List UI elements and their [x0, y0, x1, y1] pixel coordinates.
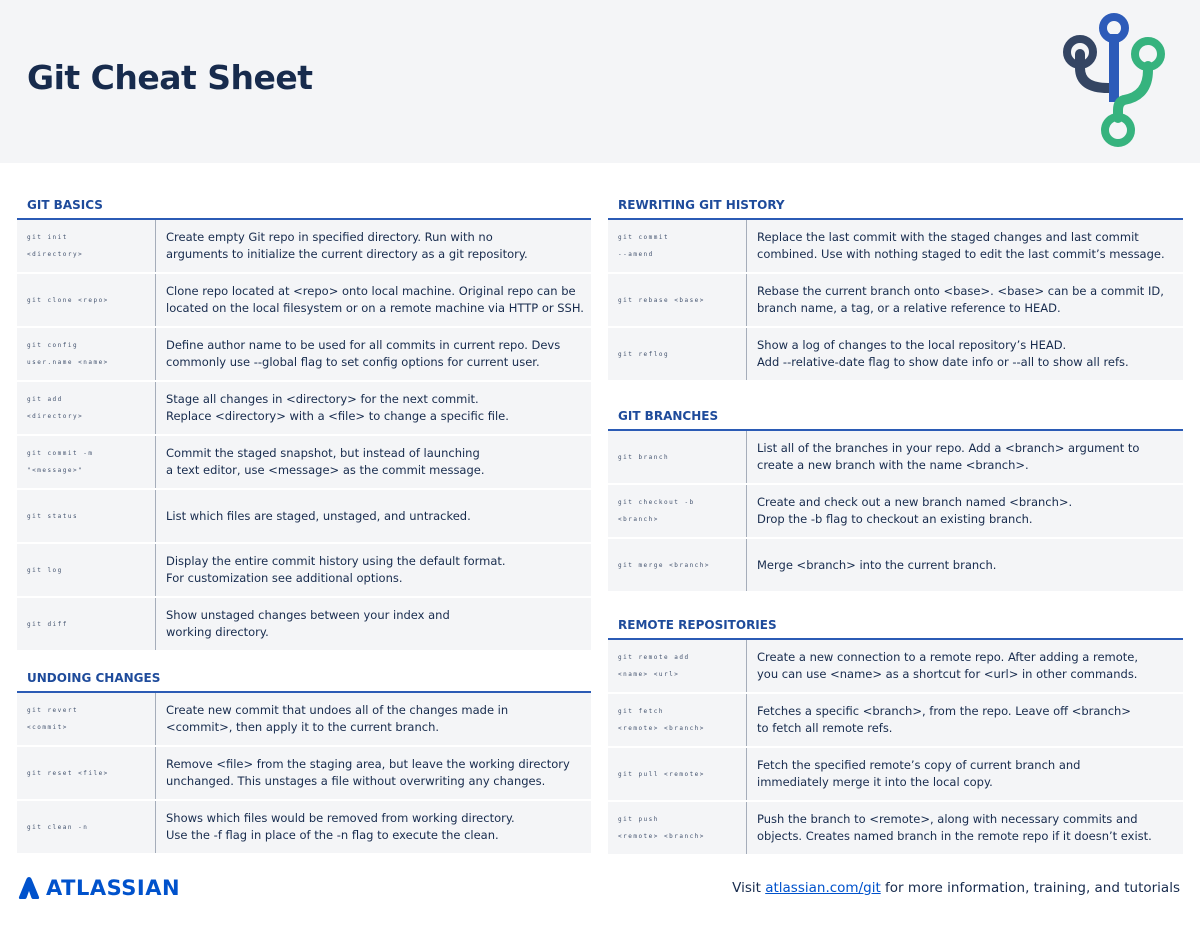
- command-cell: git pull <remote>: [608, 748, 747, 800]
- rewriting-history-heading: REWRITING GIT HISTORY: [608, 198, 1183, 220]
- footer-visit-prefix: Visit: [732, 880, 766, 896]
- command-cell: git reset <file>: [17, 747, 156, 799]
- command-cell: git commit --amend: [608, 220, 747, 272]
- table-row: [608, 328, 1183, 382]
- command-cell: git init <directory>: [17, 220, 156, 272]
- table-row: [17, 544, 591, 598]
- git-branches-heading: GIT BRANCHES: [608, 409, 1183, 431]
- table-row: [608, 274, 1183, 328]
- undoing-changes-heading: UNDOING CHANGES: [17, 671, 591, 693]
- table-row: [17, 747, 591, 801]
- command-cell: git push <remote> <branch>: [608, 802, 747, 854]
- remote-repositories-table: [608, 640, 1183, 856]
- command-cell: git clone <repo>: [17, 274, 156, 326]
- description-cell: Display the entire commit history using the default format. For customization see additional options.: [156, 544, 591, 596]
- command-cell: git checkout -b <branch>: [608, 485, 747, 537]
- command-cell: git reflog: [608, 328, 747, 380]
- description-cell: List which files are staged, unstaged, and untracked.: [156, 490, 591, 542]
- command-cell: git merge <branch>: [608, 539, 747, 591]
- table-row: [17, 436, 591, 490]
- description-cell: Push the branch to <remote>, along with necessary commits and objects. Creates named branch in the remote repo if it doesn’t exist.: [747, 802, 1183, 854]
- table-row: [17, 598, 591, 652]
- description-cell: Create and check out a new branch named <branch>. Drop the -b flag to checkout an existing branch.: [747, 485, 1183, 537]
- description-cell: Define author name to be used for all commits in current repo. Devs commonly use --global flag to set config options for current user.: [156, 328, 591, 380]
- atlassian-logo: [18, 876, 180, 900]
- atlassian-git-link[interactable]: atlassian.com/git: [765, 880, 881, 896]
- command-cell: git branch: [608, 431, 747, 483]
- command-cell: git revert <commit>: [17, 693, 156, 745]
- table-row: [608, 431, 1183, 485]
- description-cell: Create a new connection to a remote repo. After adding a remote, you can use <name> as a shortcut for <url> in other commands.: [747, 640, 1183, 692]
- rewriting-history-table: [608, 220, 1183, 382]
- table-row: [17, 328, 591, 382]
- command-cell: git fetch <remote> <branch>: [608, 694, 747, 746]
- table-row: [17, 382, 591, 436]
- header: [0, 0, 1200, 163]
- description-cell: Show a log of changes to the local repository’s HEAD. Add --relative-date flag to show date info or --all to show all refs.: [747, 328, 1183, 380]
- description-cell: Create empty Git repo in specified directory. Run with no arguments to initialize the current directory as a git repository.: [156, 220, 591, 272]
- atlassian-wordmark: ATLASSIAN: [46, 876, 181, 900]
- description-cell: Shows which files would be removed from working directory. Use the -f flag in place of the -n flag to execute the clean.: [156, 801, 591, 853]
- description-cell: Stage all changes in <directory> for the next commit. Replace <directory> with a <file> to change a specific file.: [156, 382, 591, 434]
- git-branches-section: [608, 409, 1183, 593]
- page-title: Git Cheat Sheet: [27, 58, 313, 97]
- description-cell: Fetch the specified remote’s copy of current branch and immediately merge it into the local copy.: [747, 748, 1183, 800]
- description-cell: Replace the last commit with the staged changes and last commit combined. Use with nothing staged to edit the last commit’s message.: [747, 220, 1183, 272]
- undoing-changes-section: [17, 671, 591, 855]
- table-row: [17, 274, 591, 328]
- description-cell: List all of the branches in your repo. Add a <branch> argument to create a new branch with the name <branch>.: [747, 431, 1183, 483]
- remote-repositories-section: [608, 618, 1183, 856]
- command-cell: git remote add <name> <url>: [608, 640, 747, 692]
- command-cell: git status: [17, 490, 156, 542]
- git-basics-section: [17, 198, 591, 652]
- git-branch-logo-icon: [1058, 10, 1188, 155]
- table-row: [17, 693, 591, 747]
- description-cell: Merge <branch> into the current branch.: [747, 539, 1183, 591]
- command-cell: git commit -m "<message>": [17, 436, 156, 488]
- command-cell: git clean -n: [17, 801, 156, 853]
- command-cell: git config user.name <name>: [17, 328, 156, 380]
- table-row: [17, 490, 591, 544]
- table-row: [608, 640, 1183, 694]
- table-row: [608, 485, 1183, 539]
- atlassian-mark-icon: [18, 876, 40, 900]
- table-row: [17, 801, 591, 855]
- table-row: [608, 539, 1183, 593]
- description-cell: Fetches a specific <branch>, from the repo. Leave off <branch> to fetch all remote refs.: [747, 694, 1183, 746]
- description-cell: Show unstaged changes between your index and working directory.: [156, 598, 591, 650]
- git-basics-heading: GIT BASICS: [17, 198, 591, 220]
- footer-visit-suffix: for more information, training, and tutorials: [880, 880, 1180, 896]
- description-cell: Rebase the current branch onto <base>. <base> can be a commit ID, branch name, a tag, or a relative reference to HEAD.: [747, 274, 1183, 326]
- git-branches-table: [608, 431, 1183, 593]
- table-row: [608, 694, 1183, 748]
- command-cell: git add <directory>: [17, 382, 156, 434]
- description-cell: Clone repo located at <repo> onto local machine. Original repo can be located on the local filesystem or on a remote machine via HTTP or SSH.: [156, 274, 591, 326]
- command-cell: git log: [17, 544, 156, 596]
- table-row: [17, 220, 591, 274]
- description-cell: Create new commit that undoes all of the changes made in <commit>, then apply it to the current branch.: [156, 693, 591, 745]
- description-cell: Commit the staged snapshot, but instead of launching a text editor, use <message> as the commit message.: [156, 436, 591, 488]
- description-cell: Remove <file> from the staging area, but leave the working directory unchanged. This unstages a file without overwriting any changes.: [156, 747, 591, 799]
- git-basics-table: [17, 220, 591, 652]
- undoing-changes-table: [17, 693, 591, 855]
- command-cell: git rebase <base>: [608, 274, 747, 326]
- footer-text: [732, 880, 1180, 896]
- table-row: [608, 220, 1183, 274]
- remote-repositories-heading: REMOTE REPOSITORIES: [608, 618, 1183, 640]
- table-row: [608, 802, 1183, 856]
- rewriting-history-section: [608, 198, 1183, 382]
- command-cell: git diff: [17, 598, 156, 650]
- table-row: [608, 748, 1183, 802]
